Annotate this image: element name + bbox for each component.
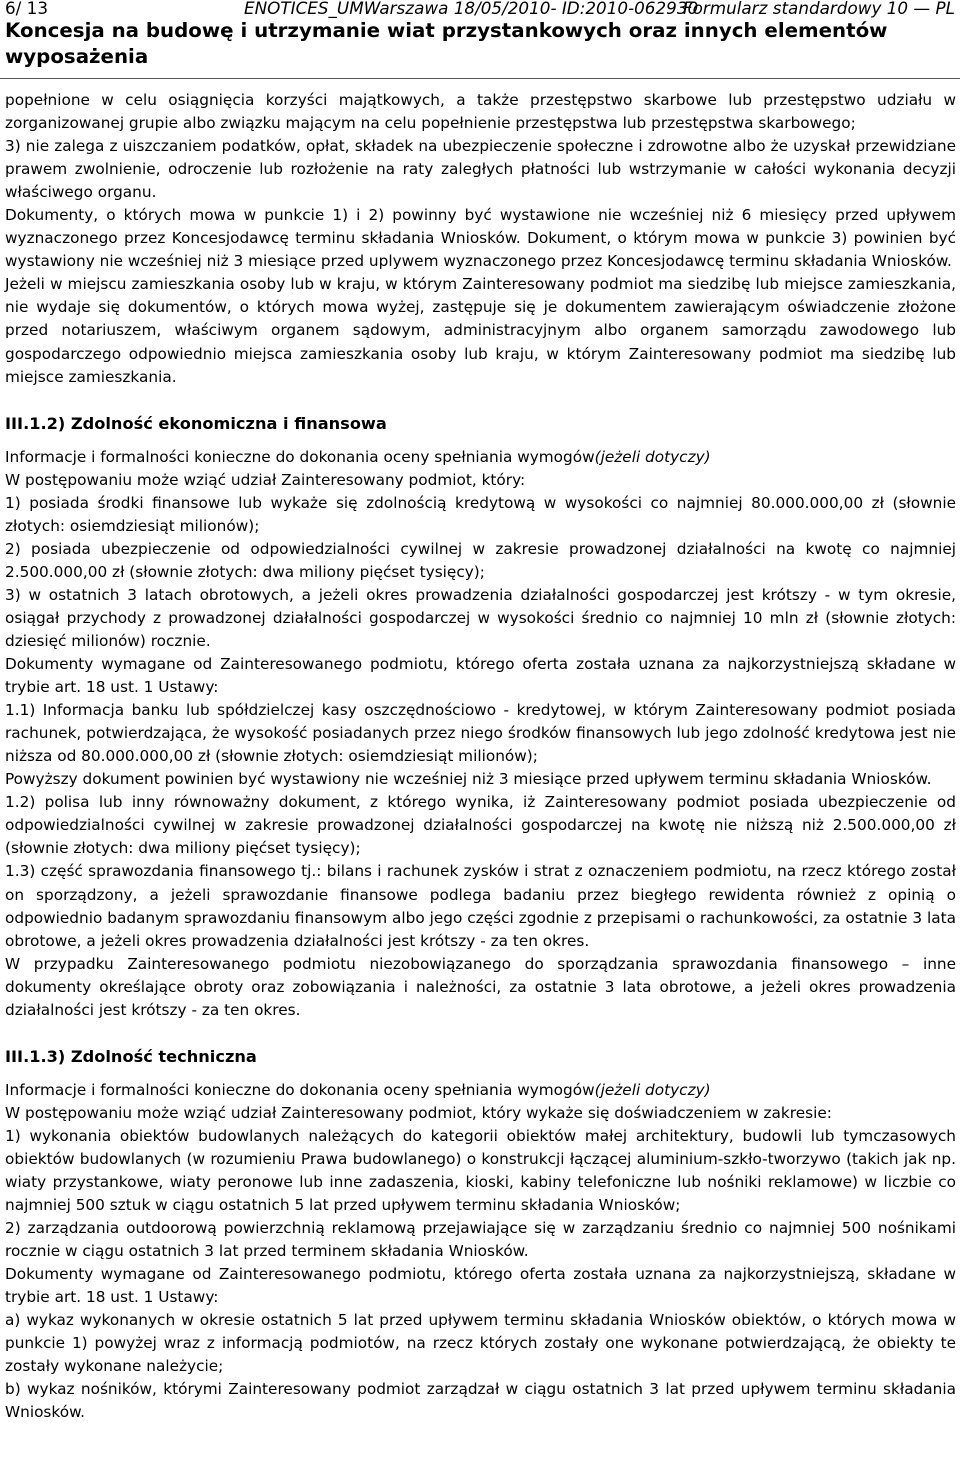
technical-paragraph: a) wykaz wykonanych w okresie ostatnich 5 lat przed upływem terminu składania Wniosków obiektów, o których mowa w punkcie 1) powyżej wraz z informacją podmiotów, na rzecz których zostały one wykonane potwierdzającą, że obiekty te zostały wykonane należycie; [5, 1311, 956, 1376]
economic-paragraph: 1.2) polisa lub inny równoważny dokument, z którego wynika, iż Zainteresowany podmiot posiada ubezpieczenie od odpowiedzialności cywilnej w zakresie prowadzonej działalności gospodarczej na kwotę nie niższą niż 2.500.000,00 zł (słownie złotych: dwa miliony pięćset tysięcy); [5, 793, 956, 858]
economic-paragraph: 3) w ostatnich 3 latach obrotowych, a jeżeli okres prowadzenia działalności gospodarczej jest krótszy - w tym okresie, osiągał przychody z prowadzonej działalności gospodarczej w wysokości średnio co najmniej 10 mln zł (słownie złotych: dziesięć milionów) rocznie. [5, 585, 956, 650]
technical-paragraph: 2) zarządzania outdoorową powierzchnią reklamową przejawiające się w zarządzaniu średnio co najmniej 500 nośnikami rocznie w ciągu ostatnich 3 lat przed terminem składania Wniosków. [5, 1219, 956, 1261]
economic-paragraph: W przypadku Zainteresowanego podmiotu niezobowiązanego do sporządzania sprawozdania finansowego – inne dokumenty określające obroty oraz zobowiązania i należności, za ostatnie 3 lata obrotowe, a jeżeli okres prowadzenia działalności jest krótszy - za ten okres. [5, 954, 956, 1019]
technical-paragraph: b) wykaz nośników, którymi Zainteresowany podmiot zarządzał w ciągu ostatnich 3 lat przed upływem terminu składania Wniosków. [5, 1380, 956, 1422]
info-line-economic [5, 446, 956, 469]
economic-paragraph: Dokumenty wymagane od Zainteresowanego podmiotu, którego oferta została uznana za najkorzystniejszą składane w trybie art. 18 ust. 1 Ustawy: [5, 655, 956, 697]
notice-id: ENOTICES_UMWarszawa 18/05/2010- ID:2010-062930 [244, 0, 699, 18]
economic-paragraph: 2) posiada ubezpieczenie od odpowiedzialności cywilnej w zakresie prowadzonej działalności na kwotę co najmniej 2.500.000,00 zł (słownie złotych: dwa miliony pięćset tysięcy); [5, 539, 956, 581]
form-name: Formularz standardowy 10 — PL [682, 0, 955, 18]
technical-paragraph: 1) wykonania obiektów budowlanych należących do kategorii obiektów małej architektury, budowli lub tymczasowych obiektów budowlanych (w rozumieniu Prawa budowlanego) o konstrukcji łączącej aluminium-szkło-tworzywo (takich jak np. wiaty przystankowe, wiaty peronowe lub inne zadaszenia, kioski, kabiny telefoniczne lub nośniki reklamowe) w liczbie co najmniej 500 sztuk w ciągu ostatnich 5 lat przed upływem terminu składania Wniosków; [5, 1126, 956, 1215]
intro-paragraph: Dokumenty, o których mowa w punkcie 1) i 2) powinny być wystawione nie wcześniej niż 6 miesięcy przed upływem wyznaczonego przez Koncesjodawcę terminu składania Wniosków. Dokument, o którym mowa w punkcie 3) powinien być wystawiony nie wcześniej niż 3 miesiące przed uplywem wyznaczonego przez Koncesjodawcę terminu składania Wniosków. [5, 206, 956, 271]
document-body [5, 89, 956, 1424]
economic-paragraph: W postępowaniu może wziąć udział Zainteresowany podmiot, który: [5, 470, 526, 489]
economic-paragraph: Powyższy dokument powinien być wystawiony nie wcześniej niż 3 miesiące przed upływem terminu składania Wniosków. [5, 770, 932, 789]
intro-paragraph: Jeżeli w miejscu zamieszkania osoby lub w kraju, w którym Zainteresowany podmiot ma siedzibę lub miejsce zamieszkania, nie wydaje się dokumentów, o których mowa wyżej, zastępuje się je dokumentem zawierającym oświadczenie złożone przed notariuszem, właściwym organem sądowym, administracyjnym albo organem samorządu zawodowego lub gospodarczego odpowiednio miejsca zamieszkania osoby lub kraju, w którym Zainteresowany podmiot ma siedzibę lub miejsce zamieszkania. [5, 275, 956, 386]
technical-paragraph: W postępowaniu może wziąć udział Zainteresowany podmiot, który wykaże się doświadczeniem w zakresie: [5, 1103, 832, 1122]
economic-paragraph: 1) posiada środki finansowe lub wykaże się zdolnością kredytową w wysokości co najmniej 80.000.000,00 zł (słownie złotych: osiemdziesiąt milionów); [5, 493, 956, 535]
info-label: Informacje i formalności konieczne do dokonania oceny spełniania wymogów [5, 1080, 595, 1099]
title-divider [0, 78, 960, 79]
info-note: (jeżeli dotyczy) [594, 447, 711, 466]
info-label: Informacje i formalności konieczne do dokonania oceny spełniania wymogów [5, 447, 595, 466]
intro-paragraph: popełnione w celu osiągnięcia korzyści majątkowych, a także przestępstwo skarbowe lub przestępstwo udziału w zorganizowanej grupie albo związku mającym na celu popełnienie przestępstwa lub przestępstwa skarbowego; [5, 91, 956, 133]
intro-paragraph: 3) nie zalega z uiszczaniem podatków, opłat, składek na ubezpieczenie społeczne i zdrowotne albo że uzyskał przewidziane prawem zwolnienie, odroczenie lub rozłożenie na raty zaległych płatności lub wstrzymanie w całości wykonania decyzji właściwego organu. [5, 137, 956, 202]
economic-paragraph: 1.3) część sprawozdania finansowego tj.: bilans i rachunek zysków i strat z oznaczeniem podmiotu, na rzecz którego został on sporządzony, a jeżeli sprawozdanie finansowe podlega badaniu przez biegłego rewidenta również z opinią o odpowiednio badanym sprawozdaniu finansowym albo jego części zgodnie z przepisami o rachunkowości, za ostatnie 3 lata obrotowe, a jeżeli okres prowadzenia działalności jest krótszy - za ten okres. [5, 862, 956, 950]
page-number: 6/ 13 [5, 0, 49, 18]
section-heading-technical: III.1.3) Zdolność techniczna [5, 1046, 257, 1066]
economic-paragraph: 1.1) Informacja banku lub spółdzielczej kasy oszczędnościowo - kredytowej, w którym Zainteresowany podmiot posiada rachunek, potwierdzająca, że wysokość posiadanych przez niego środków finansowych lub jego zdolność kredytowa jest nie niższa od 80.000.000,00 zł (słownie złotych: osiemdziesiąt milionów); [5, 701, 956, 766]
info-line-technical [5, 1079, 956, 1102]
section-heading-economic: III.1.2) Zdolność ekonomiczna i finansowa [5, 413, 387, 433]
page-title: Koncesja na budowę i utrzymanie wiat przystankowych oraz innych elementów wyposażenia [5, 19, 888, 68]
info-note: (jeżeli dotyczy) [594, 1080, 711, 1099]
technical-paragraph: Dokumenty wymagane od Zainteresowanego podmiotu, którego oferta została uznana za najkorzystniejszą, składane w trybie art. 18 ust. 1 Ustawy: [5, 1265, 956, 1307]
